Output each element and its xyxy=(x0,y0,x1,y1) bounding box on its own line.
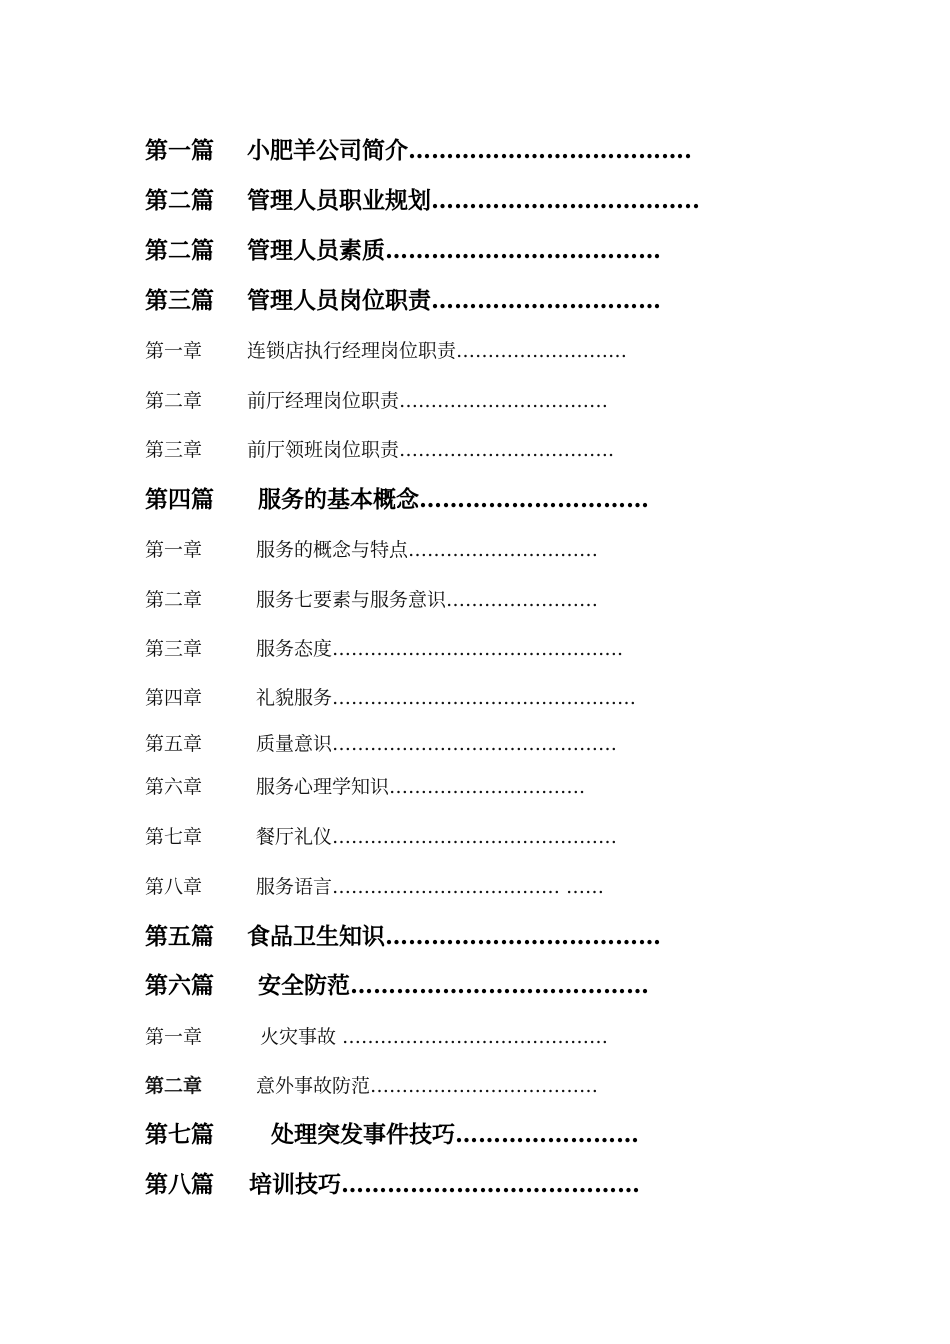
toc-entry xyxy=(145,824,618,850)
toc-entry xyxy=(145,388,609,414)
toc-number: 第八篇 xyxy=(145,1171,214,1198)
toc-number: 第三章 xyxy=(145,439,203,461)
toc-title: 质量意识……………………………………… xyxy=(256,733,618,755)
toc-title: 服务的基本概念………………………… xyxy=(258,486,649,513)
toc-number: 第二章 xyxy=(145,390,203,412)
toc-number: 第七篇 xyxy=(145,1121,214,1148)
toc-title: 服务态度………………………………………. xyxy=(256,638,624,660)
toc-entry xyxy=(145,537,599,563)
toc-entry xyxy=(145,186,701,216)
toc-number: 第二篇 xyxy=(145,237,214,264)
toc-title: 礼貌服务………………………………………… xyxy=(256,687,637,709)
toc-number: 第八章 xyxy=(145,876,203,898)
toc-title: 管理人员岗位职责………………………… xyxy=(247,287,661,314)
toc-entry xyxy=(145,685,637,711)
toc-entry xyxy=(145,286,661,316)
toc-title: 服务七要素与服务意识…………………… xyxy=(256,589,599,611)
toc-title: 小肥羊公司简介………………………………. xyxy=(247,137,693,164)
toc-title: 餐厅礼仪……………………………………… xyxy=(256,826,618,848)
toc-entry xyxy=(145,636,624,662)
toc-number: 第五章 xyxy=(145,733,203,755)
toc-entry xyxy=(145,1120,639,1150)
toc-title: 安全防范………………………………… xyxy=(258,972,649,999)
toc-entry xyxy=(145,731,618,757)
toc-title: 服务心理学知识…………………………. xyxy=(256,776,586,798)
toc-title: 前厅领班岗位职责……………………………. xyxy=(247,439,615,461)
toc-title: 火灾事故 …………………………………… xyxy=(260,1026,609,1048)
toc-title: 处理突发事件技巧…………………… xyxy=(271,1121,639,1148)
toc-entry xyxy=(145,922,661,952)
toc-entry xyxy=(145,587,599,613)
toc-number: 第六章 xyxy=(145,776,203,798)
toc-entry xyxy=(145,874,605,900)
toc-entry xyxy=(145,1170,640,1200)
toc-number: 第四章 xyxy=(145,687,203,709)
toc-number: 第六篇 xyxy=(145,972,214,999)
toc-title: 管理人员职业规划…………………………….. xyxy=(247,187,701,214)
toc-entry xyxy=(145,338,628,364)
toc-entry xyxy=(145,774,586,800)
toc-title: 培训技巧………………………………… xyxy=(249,1171,640,1198)
toc-title: 前厅经理岗位职责…………………………… xyxy=(247,390,609,412)
toc-number: 第七章 xyxy=(145,826,203,848)
toc-entry xyxy=(145,437,615,463)
toc-entry xyxy=(145,136,693,166)
toc-number: 第三篇 xyxy=(145,287,214,314)
toc-title: 连锁店执行经理岗位职责……………………… xyxy=(247,340,628,362)
toc-entry xyxy=(145,1073,599,1099)
toc-number: 第三章 xyxy=(145,638,203,660)
toc-number: 第一篇 xyxy=(145,137,214,164)
toc-entry xyxy=(145,1024,609,1050)
toc-number: 第一章 xyxy=(145,1026,203,1048)
toc-number: 第五篇 xyxy=(145,923,214,950)
toc-number: 第二篇 xyxy=(145,187,214,214)
toc-number: 第四篇 xyxy=(145,486,214,513)
toc-number: 第二章 xyxy=(145,589,203,611)
toc-entry xyxy=(145,971,649,1001)
toc-title: 服务的概念与特点………………………… xyxy=(256,539,599,561)
toc-entry xyxy=(145,236,661,266)
toc-number: 第一章 xyxy=(145,539,203,561)
toc-entry xyxy=(145,485,649,515)
toc-title: 意外事故防范……………………………… xyxy=(256,1075,599,1097)
toc-title: 管理人员素质……………………………… xyxy=(247,237,661,264)
toc-title: 食品卫生知识……………………………… xyxy=(247,923,661,950)
toc-title: 服务语言……………………………… …… xyxy=(256,876,605,898)
toc-number: 第一章 xyxy=(145,340,203,362)
toc-number: 第二章 xyxy=(145,1075,203,1097)
